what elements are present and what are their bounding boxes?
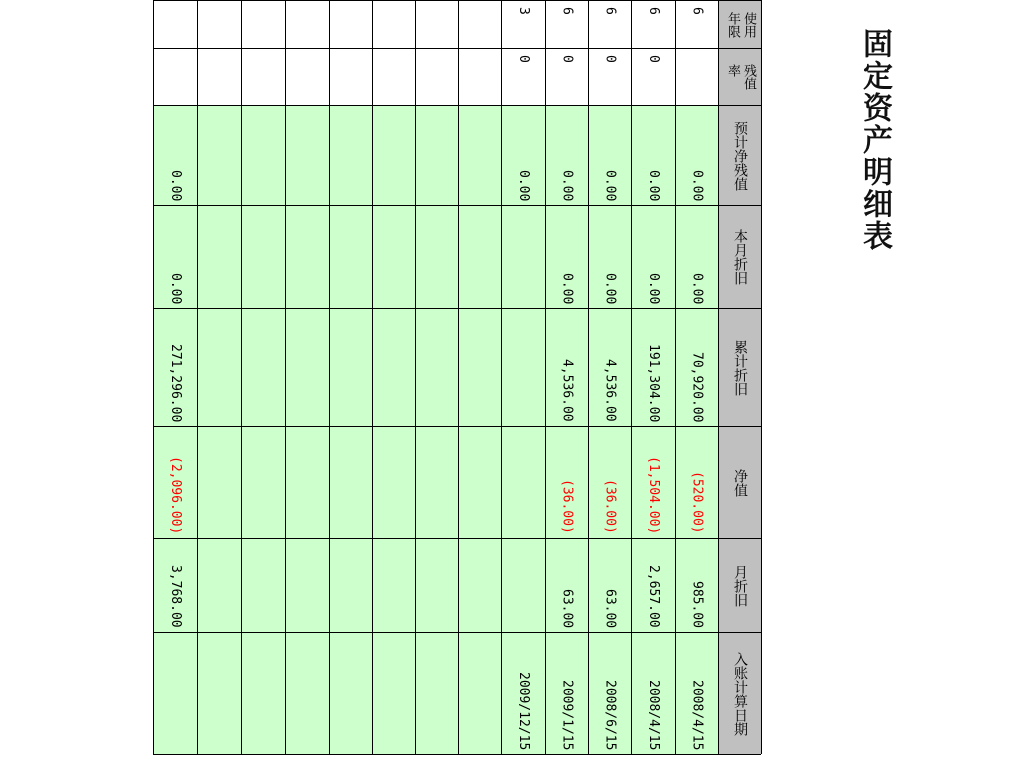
table-row xyxy=(415,0,458,754)
cell-salvage-rate xyxy=(589,48,631,105)
cell-value: 2,657.00 xyxy=(646,565,661,628)
cell-salvage-rate xyxy=(502,48,545,105)
cell-entry-date xyxy=(416,632,458,754)
header-label: 入账计算日期 xyxy=(732,651,748,736)
cell-life xyxy=(632,0,675,48)
cell-dep-this-month xyxy=(502,205,545,308)
cell-value: 4,536.00 xyxy=(602,359,618,422)
cell-est-net-salvage xyxy=(589,105,631,205)
cell-life xyxy=(286,0,329,48)
cell-dep-this-month xyxy=(242,205,285,308)
cell-est-net-salvage xyxy=(632,105,675,205)
cell-net-value xyxy=(632,426,675,538)
cell-entry-date xyxy=(330,632,372,754)
cell-value: (36.00) xyxy=(559,479,575,534)
table-row xyxy=(588,0,631,754)
cell-accum-dep xyxy=(242,308,285,426)
cell-value: 6 xyxy=(559,7,575,15)
cell-est-net-salvage xyxy=(502,105,545,205)
header-cell-est-net-salvage xyxy=(719,105,761,205)
cell-life xyxy=(416,0,458,48)
cell-net-value xyxy=(502,426,545,538)
cell-monthly-dep xyxy=(589,538,631,632)
cell-salvage-rate xyxy=(154,48,197,105)
table-row xyxy=(329,0,372,754)
cell-net-value xyxy=(459,426,501,538)
header-cell-dep-this-month xyxy=(719,205,761,308)
cell-entry-date xyxy=(373,632,415,754)
table-row xyxy=(197,0,241,754)
cell-net-value xyxy=(198,426,241,538)
cell-net-value xyxy=(416,426,458,538)
table-row xyxy=(372,0,415,754)
cell-dep-this-month xyxy=(676,205,718,308)
table-row xyxy=(285,0,329,754)
cell-monthly-dep xyxy=(373,538,415,632)
cell-net-value xyxy=(676,426,718,538)
cell-value: 0 xyxy=(516,55,531,63)
cell-accum-dep xyxy=(198,308,241,426)
cell-entry-date xyxy=(198,632,241,754)
cell-value: 3 xyxy=(516,7,531,15)
cell-monthly-dep xyxy=(546,538,588,632)
cell-salvage-rate xyxy=(373,48,415,105)
cell-monthly-dep xyxy=(502,538,545,632)
table-row xyxy=(458,0,501,754)
table-row xyxy=(153,0,197,754)
cell-entry-date xyxy=(676,632,718,754)
cell-value: 0.00 xyxy=(689,272,705,304)
cell-value: 0.00 xyxy=(559,272,575,304)
cell-est-net-salvage xyxy=(373,105,415,205)
cell-est-net-salvage xyxy=(154,105,197,205)
cell-entry-date xyxy=(589,632,631,754)
cell-accum-dep xyxy=(373,308,415,426)
cell-value: 6 xyxy=(689,7,705,15)
cell-value: 2008/4/15 xyxy=(646,679,661,750)
cell-value: 63.00 xyxy=(559,588,575,628)
cell-entry-date xyxy=(502,632,545,754)
cell-dep-this-month xyxy=(154,205,197,308)
cell-salvage-rate xyxy=(330,48,372,105)
cell-value: 2009/1/15 xyxy=(559,679,575,750)
cell-monthly-dep xyxy=(286,538,329,632)
cell-value: 2008/6/15 xyxy=(602,679,618,750)
cell-dep-this-month xyxy=(330,205,372,308)
cell-value: (2,096.00) xyxy=(168,455,183,534)
header-cell-salvage-rate xyxy=(719,48,761,105)
header-cell-entry-date xyxy=(719,632,761,754)
cell-life xyxy=(373,0,415,48)
cell-est-net-salvage xyxy=(286,105,329,205)
cell-monthly-dep xyxy=(154,538,197,632)
cell-life xyxy=(676,0,718,48)
cell-dep-this-month xyxy=(373,205,415,308)
cell-value: 6 xyxy=(602,7,618,15)
cell-accum-dep xyxy=(676,308,718,426)
cell-accum-dep xyxy=(286,308,329,426)
cell-value: 985.00 xyxy=(689,581,705,628)
table-border xyxy=(761,0,762,754)
cell-est-net-salvage xyxy=(459,105,501,205)
cell-life xyxy=(198,0,241,48)
cell-salvage-rate xyxy=(632,48,675,105)
cell-value: 0.00 xyxy=(602,169,618,201)
cell-monthly-dep xyxy=(416,538,458,632)
cell-value: 271,296.00 xyxy=(168,343,183,422)
cell-dep-this-month xyxy=(589,205,631,308)
cell-dep-this-month xyxy=(286,205,329,308)
cell-est-net-salvage xyxy=(242,105,285,205)
cell-value: 0 xyxy=(646,55,661,63)
cell-value: 6 xyxy=(646,7,661,15)
cell-entry-date xyxy=(632,632,675,754)
cell-net-value xyxy=(154,426,197,538)
cell-net-value xyxy=(242,426,285,538)
cell-dep-this-month xyxy=(546,205,588,308)
cell-est-net-salvage xyxy=(546,105,588,205)
cell-value: 4,536.00 xyxy=(559,359,575,422)
cell-dep-this-month xyxy=(459,205,501,308)
cell-value: 0.00 xyxy=(646,272,661,304)
cell-life xyxy=(330,0,372,48)
asset-detail-table xyxy=(153,0,761,755)
cell-dep-this-month xyxy=(198,205,241,308)
cell-monthly-dep xyxy=(632,538,675,632)
table-row xyxy=(631,0,675,754)
header-cell-monthly-dep xyxy=(719,538,761,632)
cell-value: 0.00 xyxy=(559,169,575,201)
cell-salvage-rate xyxy=(416,48,458,105)
header-row xyxy=(718,0,761,754)
header-cell-life xyxy=(719,0,761,48)
cell-monthly-dep xyxy=(198,538,241,632)
header-cell-net-value xyxy=(719,426,761,538)
cell-value: 0.00 xyxy=(168,272,183,304)
table-row xyxy=(545,0,588,754)
cell-accum-dep xyxy=(154,308,197,426)
cell-value: 2008/4/15 xyxy=(689,679,705,750)
cell-value: 191,304.00 xyxy=(646,343,661,422)
table-row xyxy=(501,0,545,754)
cell-net-value xyxy=(286,426,329,538)
table-row xyxy=(675,0,718,754)
cell-value: 3,768.00 xyxy=(168,565,183,628)
cell-accum-dep xyxy=(546,308,588,426)
cell-est-net-salvage xyxy=(416,105,458,205)
cell-entry-date xyxy=(459,632,501,754)
cell-value: 0.00 xyxy=(646,169,661,201)
header-label: 使用 年限 xyxy=(725,11,756,38)
header-cell-accum-dep xyxy=(719,308,761,426)
cell-dep-this-month xyxy=(416,205,458,308)
cell-life xyxy=(459,0,501,48)
cell-entry-date xyxy=(546,632,588,754)
cell-accum-dep xyxy=(330,308,372,426)
cell-life xyxy=(589,0,631,48)
cell-accum-dep xyxy=(589,308,631,426)
cell-salvage-rate xyxy=(676,48,718,105)
header-label: 本月折旧 xyxy=(732,229,748,285)
cell-value: 70,920.00 xyxy=(689,351,705,422)
cell-monthly-dep xyxy=(330,538,372,632)
header-label: 月折旧 xyxy=(732,564,748,607)
cell-value: (520.00) xyxy=(689,471,705,534)
cell-accum-dep xyxy=(416,308,458,426)
header-label: 残值 率 xyxy=(725,64,756,90)
cell-net-value xyxy=(330,426,372,538)
cell-salvage-rate xyxy=(198,48,241,105)
cell-net-value xyxy=(546,426,588,538)
cell-entry-date xyxy=(242,632,285,754)
cell-entry-date xyxy=(154,632,197,754)
cell-life xyxy=(154,0,197,48)
header-label: 净值 xyxy=(732,468,748,497)
cell-accum-dep xyxy=(459,308,501,426)
cell-value: 2009/12/15 xyxy=(516,671,531,750)
cell-salvage-rate xyxy=(546,48,588,105)
cell-monthly-dep xyxy=(676,538,718,632)
cell-value: 0 xyxy=(559,55,575,63)
cell-monthly-dep xyxy=(242,538,285,632)
cell-net-value xyxy=(589,426,631,538)
page-title: 固定资产明细表 xyxy=(857,28,892,252)
cell-est-net-salvage xyxy=(676,105,718,205)
cell-value: 0 xyxy=(602,55,618,63)
cell-dep-this-month xyxy=(632,205,675,308)
cell-monthly-dep xyxy=(459,538,501,632)
cell-net-value xyxy=(373,426,415,538)
cell-value: 0.00 xyxy=(516,169,531,201)
cell-life xyxy=(242,0,285,48)
cell-value: 0.00 xyxy=(602,272,618,304)
header-label: 累计折旧 xyxy=(732,339,748,396)
cell-accum-dep xyxy=(502,308,545,426)
cell-value: 0.00 xyxy=(689,169,705,201)
cell-salvage-rate xyxy=(286,48,329,105)
cell-life xyxy=(502,0,545,48)
cell-salvage-rate xyxy=(242,48,285,105)
cell-est-net-salvage xyxy=(198,105,241,205)
cell-est-net-salvage xyxy=(330,105,372,205)
cell-life xyxy=(546,0,588,48)
table-row xyxy=(241,0,285,754)
header-label: 预计净残值 xyxy=(732,120,748,191)
cell-value: 63.00 xyxy=(602,588,618,628)
cell-salvage-rate xyxy=(459,48,501,105)
cell-value: (36.00) xyxy=(602,479,618,534)
cell-value: 0.00 xyxy=(168,169,183,201)
cell-accum-dep xyxy=(632,308,675,426)
cell-value: (1,504.00) xyxy=(646,455,661,534)
cell-entry-date xyxy=(286,632,329,754)
